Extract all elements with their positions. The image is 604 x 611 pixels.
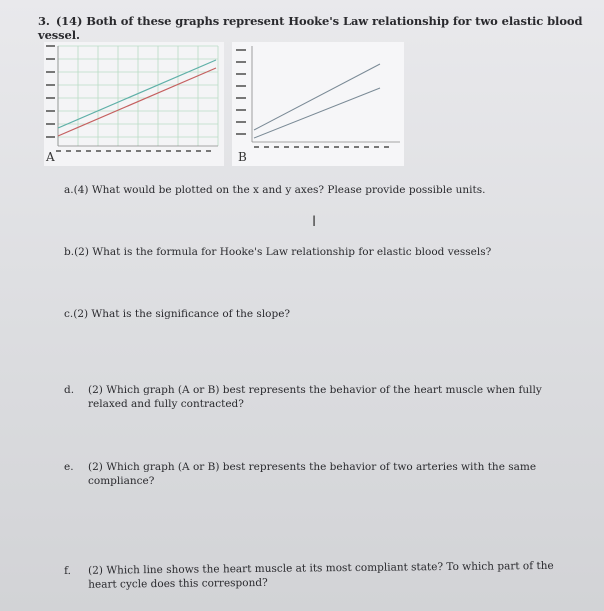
question-number: 3. xyxy=(38,14,50,28)
subquestion-c xyxy=(64,307,559,321)
subquestion-e xyxy=(64,460,584,488)
subquestion-text: (2) Which line shows the heart muscle at its most compliant state? To which part of the heart cycle does this correspond? xyxy=(88,559,554,591)
graph-a xyxy=(44,42,224,166)
subquestion-letter: a. xyxy=(64,184,74,196)
graph-b xyxy=(232,42,404,166)
subquestion-text: (2) What is the formula for Hooke's Law relationship for elastic blood vessels? xyxy=(74,246,492,258)
graph-b-label: B xyxy=(238,150,247,164)
subquestion-letter: b. xyxy=(64,246,75,258)
subquestion-b xyxy=(64,245,559,259)
graph-a-label: A xyxy=(46,150,55,164)
subquestion-text: (4) What would be plotted on the x and y axes? Please provide possible units. xyxy=(73,184,486,196)
subquestion-f xyxy=(64,559,584,592)
subquestion-letter: c. xyxy=(64,308,74,320)
text-cursor-icon: I xyxy=(312,214,317,230)
subquestion-text: (2) Which graph (A or B) best represents the behavior of the heart muscle when fully relaxed and fully contracted? xyxy=(88,384,542,410)
question-title xyxy=(38,14,604,42)
graph-a-plot xyxy=(44,42,224,166)
question-text: (14) Both of these graphs represent Hooke's Law relationship for two elastic blood vessel. xyxy=(38,14,583,42)
subquestion-text: (2) Which graph (A or B) best represents the behavior of two arteries with the same compliance? xyxy=(88,461,537,487)
graph-b-plot xyxy=(232,42,404,166)
subquestion-text: (2) What is the significance of the slope? xyxy=(73,308,291,320)
subquestion-letter: f. xyxy=(64,564,71,577)
subquestion-letter: d. xyxy=(64,384,75,396)
subquestion-a xyxy=(64,183,559,197)
subquestion-letter: e. xyxy=(64,461,74,473)
subquestion-d xyxy=(64,383,584,411)
